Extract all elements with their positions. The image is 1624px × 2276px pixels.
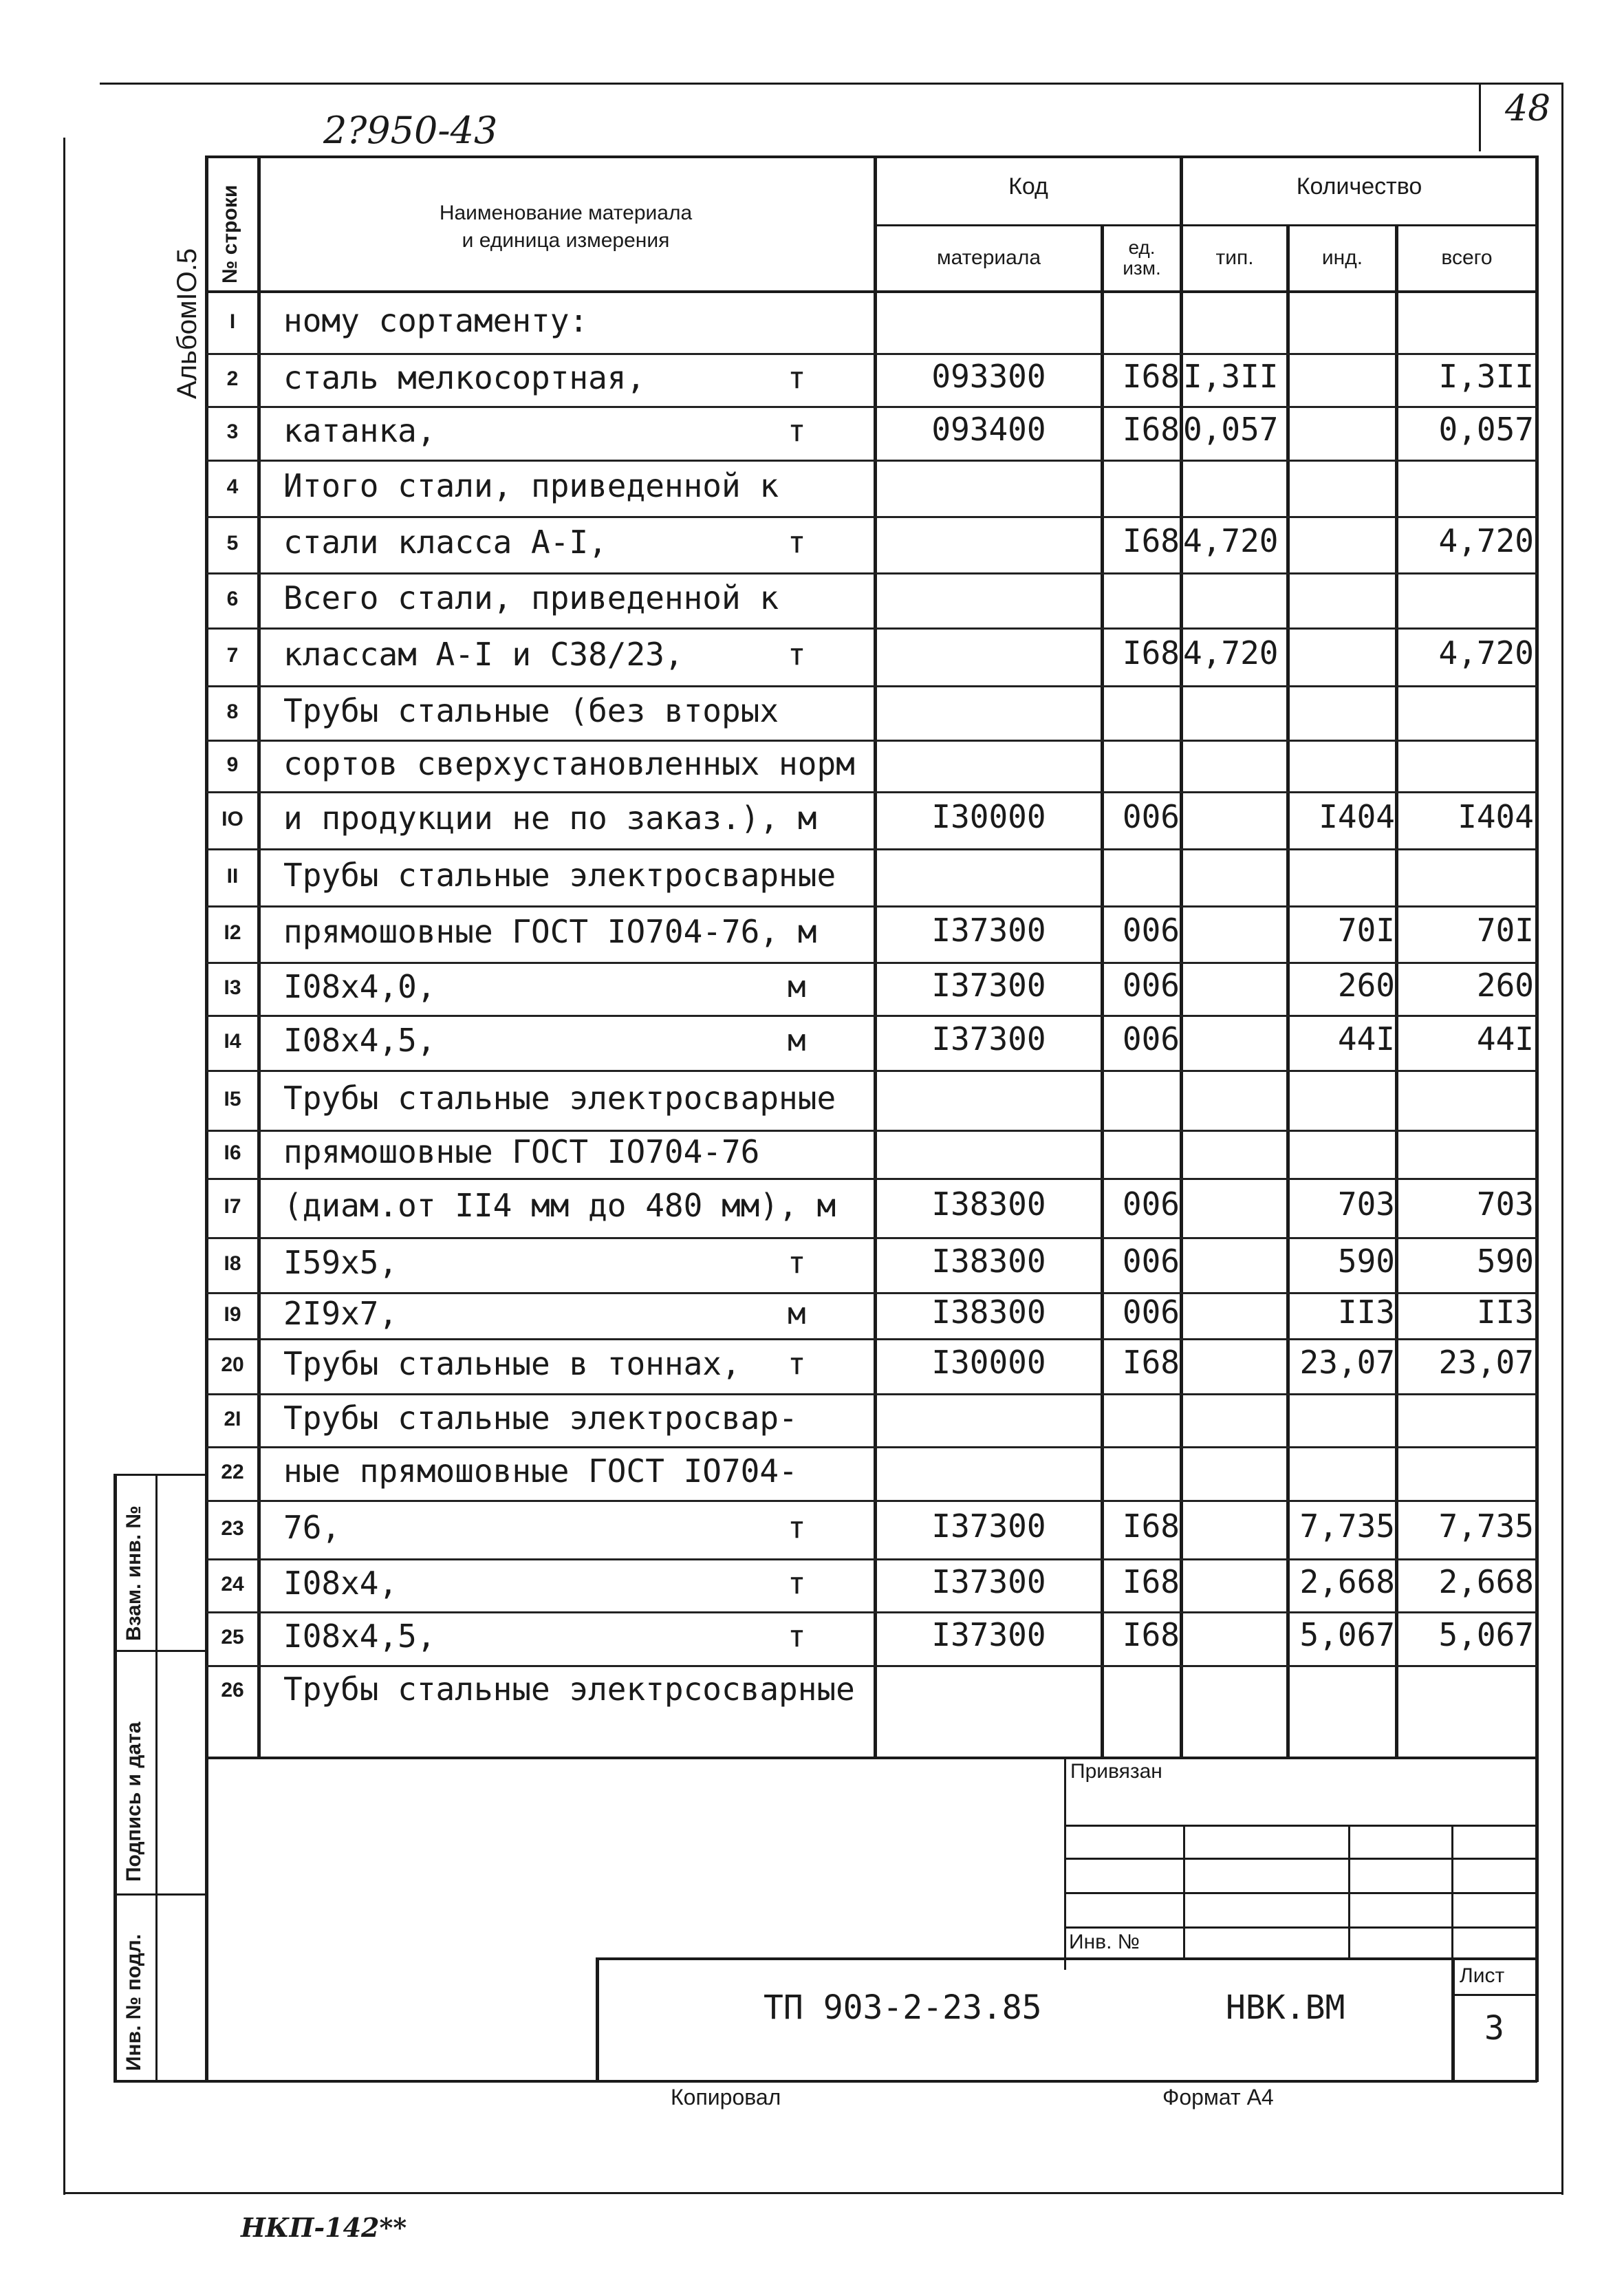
row-name: Трубы стальные электросвар-: [283, 1399, 798, 1437]
row-name: стали класса А-I,: [283, 524, 607, 561]
tb-main-left: [596, 1957, 599, 2081]
stamp-line-1: [113, 1650, 206, 1652]
row-typ: 0,057: [1183, 411, 1279, 448]
row-unit-code: 006: [1122, 798, 1180, 835]
row-ind: 44I: [1337, 1020, 1395, 1058]
stamp-top-line: [113, 1474, 206, 1476]
row-unit: м: [788, 969, 806, 1005]
table-row: [0, 1393, 1624, 1446]
row-material-code: I38300: [931, 1243, 1046, 1280]
row-name: сталь мелкосортная,: [283, 359, 646, 396]
row-ind: 590: [1337, 1243, 1395, 1280]
table-row: [0, 1070, 1624, 1130]
row-number: I4: [224, 1030, 241, 1053]
doc-mark: НВК.ВМ: [1226, 1988, 1345, 2027]
row-unit: м: [788, 1296, 806, 1331]
row-number: I: [229, 310, 236, 333]
row-material-code: I38300: [931, 1293, 1046, 1331]
row-ind: I404: [1319, 798, 1395, 835]
row-total: 7,735: [1438, 1507, 1534, 1545]
row-name: Трубы стальные в тоннах,: [283, 1345, 741, 1382]
row-unit-code: 006: [1122, 1293, 1180, 1331]
row-typ: I,3II: [1183, 358, 1279, 395]
row-unit-code: I68: [1122, 522, 1180, 559]
stamp-bottom-line: [113, 2080, 1537, 2083]
row-number: 4: [226, 475, 239, 498]
tb-line-3: [1064, 1892, 1537, 1894]
table-row: [0, 848, 1624, 905]
table-row: [0, 1500, 1624, 1558]
table-row: [0, 460, 1624, 516]
unit-code-header: ед. изм.: [1123, 237, 1161, 279]
row-material-code: I37300: [931, 1507, 1046, 1545]
row-number-header: № строки: [219, 184, 241, 283]
table-row: [0, 1338, 1624, 1393]
row-total: 44I: [1476, 1020, 1534, 1058]
row-number: 9: [226, 753, 239, 776]
row-name: ному сортаменту:: [283, 302, 589, 339]
sheet-corner-number: 48: [1505, 88, 1551, 129]
tb-sheet-split: [1451, 1994, 1537, 1996]
row-unit: т: [788, 1510, 806, 1545]
row-unit-code: I68: [1122, 358, 1180, 395]
row-ind: 703: [1337, 1185, 1395, 1223]
table-row: [0, 1178, 1624, 1237]
row-total: 23,07: [1438, 1344, 1534, 1381]
row-total: I404: [1458, 798, 1534, 835]
stamp-line-2: [113, 1893, 206, 1896]
tb-sheet-left: [1451, 1957, 1455, 2081]
row-name: ные прямошовные ГОСТ IO704-: [283, 1452, 798, 1490]
bottom-note: НКП-142**: [241, 2212, 407, 2243]
row-name: 76,: [283, 1509, 341, 1546]
table-row: [0, 406, 1624, 460]
format-label: Формат А4: [1162, 2085, 1274, 2109]
row-ind: 7,735: [1299, 1507, 1395, 1545]
table-row: [0, 685, 1624, 740]
frame-bottom-line: [63, 2192, 1563, 2194]
row-total: 2,668: [1438, 1563, 1534, 1600]
frame-top-line: [100, 83, 1561, 85]
row-number: 25: [221, 1626, 244, 1649]
copied-label: Копировал: [671, 2085, 781, 2109]
row-number: 24: [221, 1573, 244, 1596]
name-column-header: Наименование материала и единица измерения: [439, 202, 693, 252]
row-name: прямошовные ГОСТ IO704-76, м: [283, 913, 817, 950]
row-number: 20: [221, 1353, 244, 1376]
row-unit: т: [788, 1245, 806, 1280]
row-number: II: [226, 865, 239, 888]
row-typ: 4,720: [1183, 522, 1279, 559]
row-unit-code: I68: [1122, 1507, 1180, 1545]
table-row: [0, 516, 1624, 572]
album-label: АльбомIO.5: [172, 248, 202, 399]
row-ind: 5,067: [1299, 1616, 1395, 1653]
row-material-code: I38300: [931, 1185, 1046, 1223]
row-unit: т: [788, 637, 806, 672]
tb-line-4: [1064, 1926, 1537, 1929]
row-typ: 4,720: [1183, 634, 1279, 672]
row-number: 2: [226, 367, 239, 390]
row-number: I2: [224, 921, 241, 944]
row-ind: II3: [1337, 1293, 1395, 1331]
row-name: I59x5,: [283, 1244, 398, 1281]
row-name: катанка,: [283, 412, 436, 449]
row-number: I9: [224, 1303, 241, 1326]
row-total: 260: [1476, 967, 1534, 1004]
row-total: 590: [1476, 1243, 1534, 1280]
sheet-label: Лист: [1460, 1964, 1505, 1987]
table-row: [0, 905, 1624, 962]
row-number: I7: [224, 1195, 241, 1218]
typ-header: тип.: [1215, 246, 1254, 269]
table-row: [0, 1015, 1624, 1070]
table-row: [0, 791, 1624, 848]
row-material-code: I30000: [931, 798, 1046, 835]
table-row: [0, 572, 1624, 627]
total-header: всего: [1441, 246, 1493, 269]
row-material-code: 093400: [931, 411, 1046, 448]
row-name: Трубы стальные электросварные: [283, 1080, 836, 1117]
row-unit: т: [788, 1346, 806, 1382]
row-number: 7: [226, 644, 239, 667]
row-total: 5,067: [1438, 1616, 1534, 1653]
row-material-code: I37300: [931, 1563, 1046, 1600]
row-number: 2I: [224, 1408, 241, 1430]
table-row: [0, 1446, 1624, 1500]
doc-number: 2?950-43: [323, 109, 498, 152]
doc-code: ТП 903-2-23.85: [764, 1988, 1042, 2027]
table-row: [0, 292, 1624, 353]
row-unit: т: [788, 414, 806, 449]
table-row: [0, 627, 1624, 685]
row-unit-code: 006: [1122, 967, 1180, 1004]
row-material-code: I30000: [931, 1344, 1046, 1381]
row-material-code: I37300: [931, 1616, 1046, 1653]
row-name: (диам.от II4 мм до 480 мм), м: [283, 1187, 836, 1224]
table-row: [0, 1237, 1624, 1292]
row-number: 23: [221, 1517, 244, 1540]
row-ind: 70I: [1337, 912, 1395, 949]
quantity-header: Количество: [1296, 173, 1422, 200]
table-row: [0, 740, 1624, 791]
row-ind: 2,668: [1299, 1563, 1395, 1600]
row-number: 22: [221, 1461, 244, 1483]
row-total: 0,057: [1438, 411, 1534, 448]
row-material-code: 093300: [931, 358, 1046, 395]
ind-header: инд.: [1321, 246, 1363, 269]
table-body-bottom-line: [206, 1757, 1537, 1759]
code-header: Код: [1008, 173, 1048, 200]
inv-no-label: Инв. №: [1069, 1931, 1140, 1953]
row-number: 3: [226, 420, 239, 443]
row-unit: т: [788, 1619, 806, 1654]
row-total: 703: [1476, 1185, 1534, 1223]
sheet-number: 3: [1484, 2009, 1504, 2048]
row-unit-code: I68: [1122, 634, 1180, 672]
row-unit: т: [788, 1566, 806, 1601]
row-name: I08x4,5,: [283, 1022, 436, 1059]
row-material-code: I37300: [931, 967, 1046, 1004]
row-name: I08x4,: [283, 1565, 398, 1602]
row-material-code: I37300: [931, 1020, 1046, 1058]
row-name: Всего стали, приведенной к: [283, 579, 779, 616]
row-unit-code: I68: [1122, 411, 1180, 448]
row-number: I3: [224, 976, 241, 999]
tb-col-1: [1183, 1825, 1185, 1959]
row-ind: 260: [1337, 967, 1395, 1004]
table-row: [0, 353, 1624, 406]
row-number: 26: [221, 1679, 244, 1701]
row-name: Трубы стальные электрсосварные: [283, 1671, 855, 1708]
table-row: [0, 1611, 1624, 1665]
row-unit-code: I68: [1122, 1616, 1180, 1653]
row-name: Трубы стальные (без вторых: [283, 692, 779, 729]
row-number: I8: [224, 1252, 241, 1275]
table-top-border: [206, 155, 1537, 158]
row-name: I08x4,0,: [283, 968, 436, 1005]
privyazan-label: Привязан: [1070, 1760, 1162, 1783]
row-total: 4,720: [1438, 634, 1534, 672]
table-row: [0, 1558, 1624, 1611]
row-unit-code: I68: [1122, 1563, 1180, 1600]
row-name: прямошовные ГОСТ IO704-76: [283, 1133, 760, 1170]
tb-line-1: [1064, 1825, 1537, 1827]
tb-privyazan-left: [1064, 1757, 1066, 1970]
row-unit-code: 006: [1122, 1185, 1180, 1223]
row-material-code: I37300: [931, 912, 1046, 949]
row-name: сортов сверхустановленных норм: [283, 745, 855, 782]
material-header: материала: [936, 246, 1041, 269]
table-row: [0, 1665, 1624, 1717]
row-number: I6: [224, 1141, 241, 1164]
row-name: классам А-I и С38/23,: [283, 636, 684, 673]
row-number: I5: [224, 1088, 241, 1110]
table-row: [0, 1292, 1624, 1338]
tb-main-top: [597, 1957, 1537, 1960]
row-number: 8: [226, 700, 239, 723]
row-unit-code: 006: [1122, 1243, 1180, 1280]
row-total: I,3II: [1438, 358, 1534, 395]
row-unit-code: 006: [1122, 912, 1180, 949]
corner-box-line: [1479, 83, 1481, 151]
tb-col-3: [1451, 1825, 1453, 1959]
row-name: Трубы стальные электросварные: [283, 857, 836, 894]
row-name: и продукции не по заказ.), м: [283, 799, 817, 837]
row-unit: т: [788, 525, 806, 560]
row-name: 2I9x7,: [283, 1295, 398, 1332]
tb-col-2: [1348, 1825, 1350, 1959]
row-unit-code: 006: [1122, 1020, 1180, 1058]
tb-line-2: [1064, 1858, 1537, 1860]
row-unit: т: [788, 361, 806, 396]
row-unit-code: I68: [1122, 1344, 1180, 1381]
row-total: 70I: [1476, 912, 1534, 949]
header-split-line: [874, 224, 1537, 226]
row-number: 6: [226, 588, 239, 610]
row-unit: м: [788, 1023, 806, 1058]
row-total: II3: [1476, 1293, 1534, 1331]
row-total: 4,720: [1438, 522, 1534, 559]
row-number: IO: [221, 808, 243, 830]
stamp-mid-line: [155, 1474, 158, 2082]
table-row: [0, 1130, 1624, 1178]
table-row: [0, 962, 1624, 1015]
row-ind: 23,07: [1299, 1344, 1395, 1381]
stamp-left-line: [113, 1474, 117, 2082]
stamp-inv-podl-label: Инв. № подл.: [122, 1933, 145, 2071]
row-number: 5: [226, 532, 239, 555]
row-name: Итого стали, приведенной к: [283, 467, 779, 504]
stamp-podpis-label: Подпись и дата: [122, 1721, 145, 1882]
row-name: I08x4,5,: [283, 1618, 436, 1655]
stamp-vzam-label: Взам. инв. №: [122, 1505, 145, 1641]
